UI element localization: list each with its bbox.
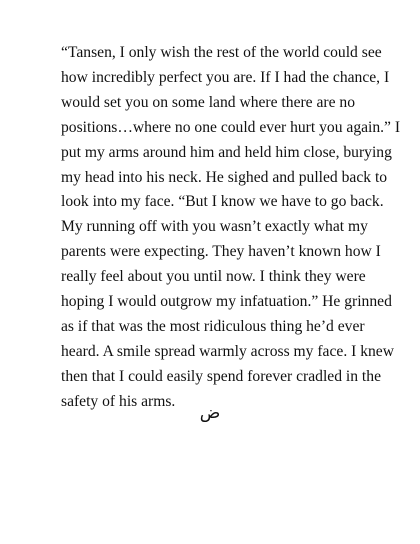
text-line: hoping I would outgrow my infatuation.” He grinned: [61, 293, 392, 311]
text-line: really feel about you until now. I think they were: [61, 268, 366, 286]
scene-break-ornament: ض: [199, 403, 221, 423]
text-line: then that I could easily spend forever cradled in the: [61, 367, 381, 385]
text-line: parents were expecting. They haven’t known how I: [61, 243, 381, 261]
text-line: how incredibly perfect you are. If I had the chance, I: [61, 68, 390, 86]
text-line: put my arms around him and held him close, burying: [61, 143, 392, 161]
text-line: positions…where no one could ever hurt you again.” I: [61, 118, 401, 136]
text-line: heard. A smile spread warmly across my face. I knew: [61, 342, 394, 360]
text-line: would set you on some land where there are no: [61, 93, 356, 111]
text-line: look into my face. “But I know we have to go back.: [61, 193, 384, 211]
text-line: as if that was the most ridiculous thing he’d ever: [61, 317, 365, 335]
text-line: my head into his neck. He sighed and pulled back to: [61, 168, 388, 186]
text-line: “Tansen, I only wish the rest of the world could see: [61, 44, 382, 61]
text-line: safety of his arms.: [61, 392, 176, 410]
text-line: My running off with you wasn’t exactly what my: [61, 218, 368, 236]
body-paragraph: [61, 41, 401, 415]
